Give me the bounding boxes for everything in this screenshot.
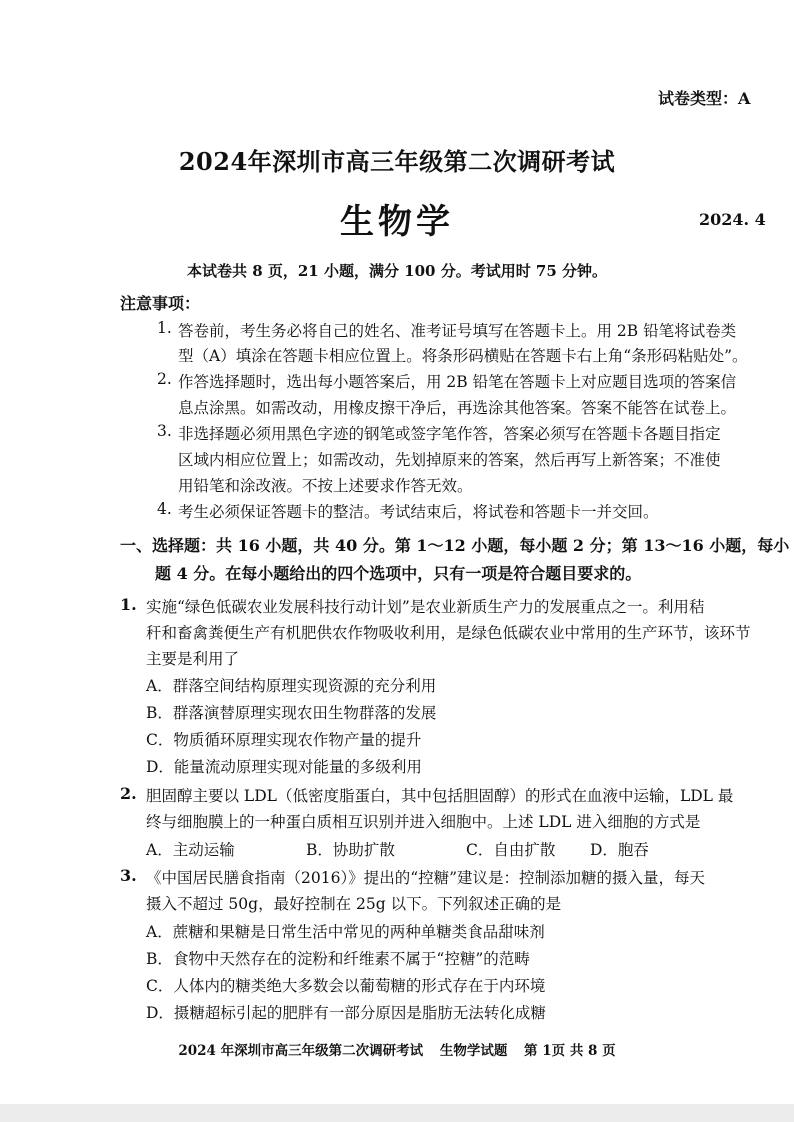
option-b: B．食物中天然存在的淀粉和纤维素不属于“控糖”的范畴 — [146, 950, 530, 968]
notice-item-number: 1. — [157, 319, 172, 337]
notice-item-line: 答卷前，考生务必将自己的姓名、准考证号填写在答题卡上。用 2B 铅笔将试卷类 — [178, 322, 737, 340]
option-d: D．胞吞 — [590, 841, 649, 859]
section-heading-cont: 题 4 分。在每小题给出的四个选项中，只有一项是符合题目要求的。 — [155, 564, 642, 583]
option-d: D．摄糖超标引起的肥胖有一部分原因是脂肪无法转化成糖 — [146, 1004, 546, 1022]
exam-date: 2024. 4 — [699, 210, 766, 229]
footer-page-number: 第 1页 共 8 页 — [524, 1043, 616, 1059]
notice-item-line: 区域内相应位置上；如需改动，先划掉原来的答案，然后再写上新答案；不准使 — [178, 451, 721, 469]
scan-edge-strip — [0, 1104, 794, 1122]
option-d: D．能量流动原理实现对能量的多级利用 — [146, 758, 422, 776]
footer-exam: 2024 年深圳市高三年级第二次调研考试 — [178, 1043, 424, 1059]
subject-title: 生物学 — [340, 202, 454, 242]
question-number: 2. — [120, 784, 137, 803]
question-text: 秆和畜禽粪便生产有机肥供农作物吸收利用，是绿色低碳农业中常用的生产环节，该环节 — [146, 624, 751, 642]
question-text: 胆固醇主要以 LDL（低密度脂蛋白，其中包括胆固醇）的形式在血液中运输，LDL 最 — [146, 787, 734, 805]
notice-item-line: 非选择题必须用黑色字迹的钢笔或签字笔作答，答案必须写在答题卡各题目指定 — [178, 425, 721, 443]
question-text: 实施“绿色低碳农业发展科技行动计划”是农业新质生产力的发展重点之一。利用秸 — [146, 598, 705, 616]
notice-title: 注意事项： — [120, 294, 201, 313]
exam-info: 本试卷共 8 页，21 小题，满分 100 分。考试用时 75 分钟。 — [186, 262, 608, 280]
question-text: 主要是利用了 — [146, 650, 240, 668]
section-heading: 一、选择题：共 16 小题，共 40 分。第 1～12 小题，每小题 2 分；第 13～16 小题，每小 — [120, 536, 790, 555]
option-b: B．协助扩散 — [306, 841, 395, 859]
question-number: 1. — [120, 595, 137, 614]
notice-item-number: 4. — [157, 500, 172, 518]
page-footer — [0, 1039, 794, 1059]
exam-title: 2024年深圳市高三年级第二次调研考试 — [178, 147, 616, 176]
question-text: 摄入不超过 50g，最好控制在 25g 以下。下列叙述正确的是 — [146, 895, 562, 913]
question-number: 3. — [120, 866, 137, 885]
option-a: A．主动运输 — [146, 841, 235, 859]
notice-item-line: 用铅笔和涂改液。不按上述要求作答无效。 — [178, 477, 473, 495]
notice-item-line: 型（A）填涂在答题卡相应位置上。将条形码横贴在答题卡右上角“条形码粘贴处”。 — [178, 347, 748, 365]
footer-paper: 生物学试题 — [439, 1043, 508, 1059]
question-text: 《中国居民膳食指南（2016）》提出的“控糖”建议是：控制添加糖的摄入量，每天 — [146, 869, 706, 887]
notice-item-line: 考生必须保证答题卡的整洁。考试结束后，将试卷和答题卡一并交回。 — [178, 503, 659, 521]
option-a: A．蔗糖和果糖是日常生活中常见的两种单糖类食品甜味剂 — [146, 923, 545, 941]
paper-type-label: 试卷类型：A — [658, 89, 751, 108]
question-text: 终与细胞膜上的一种蛋白质相互识别并进入细胞中。上述 LDL 进入细胞的方式是 — [146, 813, 701, 831]
option-a: A．群落空间结构原理实现资源的充分利用 — [146, 677, 437, 695]
notice-item-line: 息点涂黑。如需改动，用橡皮擦干净后，再选涂其他答案。答案不能答在试卷上。 — [178, 399, 737, 417]
option-b: B．群落演替原理实现农田生物群落的发展 — [146, 704, 437, 722]
notice-item-number: 2. — [157, 370, 172, 388]
notice-item-number: 3. — [157, 422, 172, 440]
option-c: C．自由扩散 — [466, 841, 556, 859]
notice-item-line: 作答选择题时，选出每小题答案后，用 2B 铅笔在答题卡上对应题目选项的答案信 — [178, 373, 737, 391]
option-c: C．人体内的糖类绝大多数会以葡萄糖的形式存在于内环境 — [146, 977, 546, 995]
option-c: C．物质循环原理实现农作物产量的提升 — [146, 731, 422, 749]
